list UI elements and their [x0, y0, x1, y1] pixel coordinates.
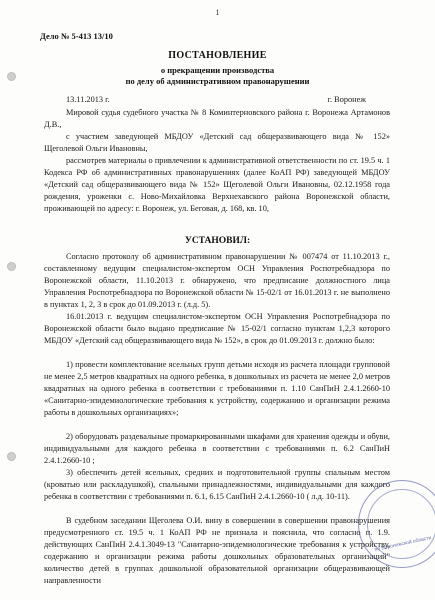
document-title: ПОСТАНОВЛЕНИЕ — [168, 50, 267, 61]
list-item: 2) оборудовать раздевальные промаркированными шкафами для хранения одежды и обуви, индивидуальными для каждого ребенка в соответствии с требованиями п. 6.2 СанПиН 2.4.1.2660-10 ; — [44, 432, 390, 465]
list-item: 1) провести комплектование ясельных групп детьми исходя из расчета площади групповой не менее 2,5 метров квадратных на одного ребенка, в дошкольных из расчета не менее 2,0 метров квадратных на одного ребенка в соответствии с требованиями п. 1.10 СанПиН 2.4.1.2660-10 «Санитарно-эпидемиологические требования к устройству, содержанию и организации режима работы в дошкольных организациях»; — [44, 360, 390, 417]
date-line — [66, 95, 366, 104]
document-city: г. Воронеж — [327, 95, 366, 104]
document-subtitle: по делу об административном правонарушении — [125, 76, 310, 86]
body-paragraph: 16.01.2013 г. ведущим специалистом-экспертом ОСН Управления Роспотребнадзора по Воронежской области было выдано предписание № 15-02/1 согласно пунктам 1,2,3 которого МБДОУ «Детский сад общеразвивающего вида № 152», в срок до 01.09.2013 г. должно было: — [44, 312, 390, 345]
case-number: Дело № 5-413 13/10 — [40, 31, 113, 41]
judge-paragraph: Мировой судья судебного участка № 8 Коминтерновского района г. Воронежа Артамонов Д.В., — [44, 108, 390, 129]
participant-paragraph: с участием заведующей МБДОУ «Детский сад общеразвивающего вида № 152» Щеголевой Ольги Ивановны, — [44, 132, 390, 153]
punch-hole — [7, 262, 16, 271]
document-date: 13.11.2013 г. — [66, 95, 110, 104]
list-item: 3) обеспечить детей ясельных, средних и подготовительной группы спальным местом (кроватью или раскладушкой), спальными принадлежностями, индивидуальными для каждого ребенка в соответствии с требованиями п. 6.1, 6.15 СанПиН 2.4.1.2660-10 ( л.д. 10-11). — [44, 468, 390, 501]
body-paragraph: В судебном заседании Щеголева О.И. вину в совершении в совершении правонарушения предусмотренного ст. 19.5 ч. 1 КоАП РФ не признала и пояснила, что согласно п. 1.9. действующих СанПиН 2.4.1.3049-13 "Санитарно-эпидемиологические требования к устройству, содержанию и организации режима работы дошкольных образовательных организаций" количество детей в группах дошкольной образовательной организации общеразвивающей направленности — [44, 516, 390, 585]
considered-paragraph: рассмотрев материалы о привлечении к административной ответственности по ст. 19.5 ч. 1 Кодекса РФ об административных правонарушениях (далее КоАП РФ) заведующей МБДОУ «Детский сад общеразвивающего вида № 152» Щеголевой Ольги Ивановны, 02.12.1958 года рождения, уроженки с. Ново-Михайловка Верхнехавского района Воронежской области, проживающей по адресу: г. Воронеж, ул. Беговая, д. 168, кв. 10, — [44, 156, 390, 213]
page-number: 1 — [215, 8, 220, 17]
section-heading: УСТАНОВИЛ: — [184, 236, 251, 246]
stamp-text: по Воронежской области — [374, 535, 432, 553]
document-subtitle: о прекращении производства — [160, 65, 275, 75]
punch-hole — [7, 452, 16, 461]
body-paragraph: Согласно протоколу об административном правонарушении № 007474 от 11.10.2013 г., составленному ведущим специалистом-экспертом ОСН Управления Роспотребнадзора по Воронежской области, 11.10.2013 г. обнаружено, что предписание должностного лица Управления Роспотребнадзора по Воронежской области № 15-02/1 от 16.01.2013 г. не выполнено в пунктах 1, 2, 3 в срок до 01.09.2013 г. (л.д. 5). — [44, 252, 390, 309]
